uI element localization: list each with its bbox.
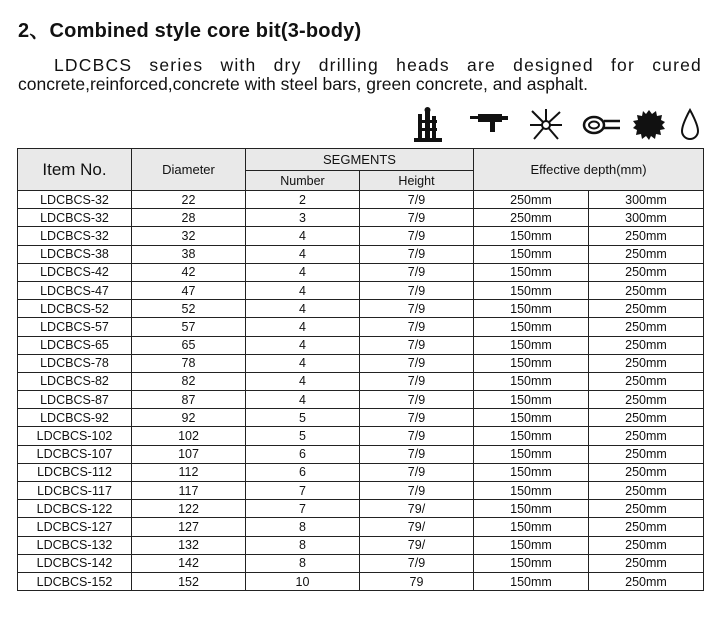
table-row xyxy=(18,227,704,245)
cell-depth-max: 250mm xyxy=(589,554,704,572)
table-row xyxy=(18,518,704,536)
cell-depth-min: 150mm xyxy=(474,372,589,390)
cell-number: 10 xyxy=(246,572,360,590)
table-row xyxy=(18,572,704,590)
cell-number: 3 xyxy=(246,209,360,227)
cell-depth-max: 250mm xyxy=(589,445,704,463)
cell-depth-min: 150mm xyxy=(474,482,589,500)
cell-height: 7/9 xyxy=(360,209,474,227)
cell-height: 7/9 xyxy=(360,427,474,445)
cell-depth-min: 150mm xyxy=(474,318,589,336)
water-drop-icon xyxy=(680,108,700,142)
cell-item-no: LDCBCS-142 xyxy=(18,554,132,572)
cell-item-no: LDCBCS-65 xyxy=(18,336,132,354)
cell-depth-min: 150mm xyxy=(474,518,589,536)
cell-height: 79/ xyxy=(360,500,474,518)
cell-depth-max: 250mm xyxy=(589,463,704,481)
cell-depth-min: 150mm xyxy=(474,336,589,354)
cell-depth-min: 150mm xyxy=(474,536,589,554)
table-row xyxy=(18,463,704,481)
cell-diameter: 52 xyxy=(132,300,246,318)
cell-depth-max: 250mm xyxy=(589,391,704,409)
cell-diameter: 78 xyxy=(132,354,246,372)
cell-height: 7/9 xyxy=(360,300,474,318)
cell-number: 4 xyxy=(246,354,360,372)
cell-depth-min: 150mm xyxy=(474,245,589,263)
cell-depth-max: 250mm xyxy=(589,500,704,518)
cell-number: 6 xyxy=(246,445,360,463)
cell-number: 4 xyxy=(246,336,360,354)
cell-depth-min: 150mm xyxy=(474,427,589,445)
cell-diameter: 28 xyxy=(132,209,246,227)
cell-number: 8 xyxy=(246,554,360,572)
cell-number: 4 xyxy=(246,227,360,245)
cell-height: 7/9 xyxy=(360,354,474,372)
core-drill-icon xyxy=(470,112,510,134)
cell-number: 6 xyxy=(246,463,360,481)
description-line-1: LDCBCS series with dry drilling heads are designed for cured xyxy=(54,55,702,75)
cell-item-no: LDCBCS-107 xyxy=(18,445,132,463)
cell-diameter: 22 xyxy=(132,191,246,209)
cell-depth-min: 150mm xyxy=(474,391,589,409)
cell-depth-max: 300mm xyxy=(589,191,704,209)
cell-height: 7/9 xyxy=(360,409,474,427)
cell-diameter: 42 xyxy=(132,263,246,281)
header-effective-depth: Effective depth(mm) xyxy=(474,149,704,191)
cell-depth-min: 150mm xyxy=(474,500,589,518)
cell-height: 7/9 xyxy=(360,245,474,263)
cell-number: 4 xyxy=(246,263,360,281)
cell-depth-min: 150mm xyxy=(474,445,589,463)
cell-number: 4 xyxy=(246,281,360,299)
cell-item-no: LDCBCS-32 xyxy=(18,191,132,209)
cell-number: 7 xyxy=(246,482,360,500)
cell-depth-max: 250mm xyxy=(589,409,704,427)
table-row xyxy=(18,482,704,500)
cell-diameter: 92 xyxy=(132,409,246,427)
cell-item-no: LDCBCS-127 xyxy=(18,518,132,536)
application-icons xyxy=(0,106,720,146)
cell-item-no: LDCBCS-87 xyxy=(18,391,132,409)
cell-number: 4 xyxy=(246,245,360,263)
table-row xyxy=(18,209,704,227)
cell-height: 7/9 xyxy=(360,391,474,409)
cell-depth-max: 250mm xyxy=(589,518,704,536)
cell-number: 4 xyxy=(246,372,360,390)
cell-item-no: LDCBCS-122 xyxy=(18,500,132,518)
cell-diameter: 117 xyxy=(132,482,246,500)
cell-depth-max: 250mm xyxy=(589,336,704,354)
table-row xyxy=(18,336,704,354)
cell-number: 8 xyxy=(246,518,360,536)
description-line-2: concrete,reinforced,concrete with steel bars, green concrete, and asphalt. xyxy=(18,74,589,94)
specification-table xyxy=(17,148,704,591)
cell-item-no: LDCBCS-32 xyxy=(18,209,132,227)
cell-depth-min: 150mm xyxy=(474,300,589,318)
cell-height: 7/9 xyxy=(360,463,474,481)
sparks-icon xyxy=(528,108,564,142)
cell-height: 7/9 xyxy=(360,227,474,245)
table-row xyxy=(18,318,704,336)
cell-diameter: 82 xyxy=(132,372,246,390)
cell-diameter: 87 xyxy=(132,391,246,409)
drill-rig-icon xyxy=(412,106,444,144)
page-title: 2、Combined style core bit(3-body) xyxy=(18,20,362,42)
table-row xyxy=(18,554,704,572)
table-row xyxy=(18,191,704,209)
cell-depth-max: 250mm xyxy=(589,536,704,554)
cell-item-no: LDCBCS-82 xyxy=(18,372,132,390)
table-row xyxy=(18,354,704,372)
cell-depth-min: 150mm xyxy=(474,463,589,481)
cell-depth-min: 150mm xyxy=(474,572,589,590)
table-row xyxy=(18,445,704,463)
cell-item-no: LDCBCS-92 xyxy=(18,409,132,427)
cell-depth-max: 250mm xyxy=(589,372,704,390)
cell-item-no: LDCBCS-38 xyxy=(18,245,132,263)
cell-item-no: LDCBCS-132 xyxy=(18,536,132,554)
cell-depth-max: 250mm xyxy=(589,245,704,263)
cell-height: 7/9 xyxy=(360,281,474,299)
header-height: Height xyxy=(360,171,474,191)
cell-depth-min: 250mm xyxy=(474,191,589,209)
header-item-no: Item No. xyxy=(18,149,132,191)
cell-height: 7/9 xyxy=(360,445,474,463)
header-segments: SEGMENTS xyxy=(246,149,474,171)
table-row xyxy=(18,536,704,554)
cell-number: 2 xyxy=(246,191,360,209)
cell-depth-max: 250mm xyxy=(589,572,704,590)
cell-depth-min: 250mm xyxy=(474,209,589,227)
rebar-section-icon xyxy=(582,114,622,136)
cell-item-no: LDCBCS-102 xyxy=(18,427,132,445)
table-body xyxy=(18,191,704,591)
cell-item-no: LDCBCS-57 xyxy=(18,318,132,336)
cell-diameter: 132 xyxy=(132,536,246,554)
cell-height: 7/9 xyxy=(360,482,474,500)
header-number: Number xyxy=(246,171,360,191)
table-row xyxy=(18,263,704,281)
table-row xyxy=(18,409,704,427)
cell-item-no: LDCBCS-117 xyxy=(18,482,132,500)
cell-depth-min: 150mm xyxy=(474,554,589,572)
cell-depth-min: 150mm xyxy=(474,409,589,427)
cell-height: 7/9 xyxy=(360,191,474,209)
cell-height: 79 xyxy=(360,572,474,590)
cell-depth-max: 250mm xyxy=(589,263,704,281)
cell-diameter: 112 xyxy=(132,463,246,481)
cell-depth-min: 150mm xyxy=(474,263,589,281)
cell-item-no: LDCBCS-32 xyxy=(18,227,132,245)
cell-diameter: 107 xyxy=(132,445,246,463)
cell-diameter: 122 xyxy=(132,500,246,518)
cell-number: 4 xyxy=(246,391,360,409)
cell-item-no: LDCBCS-112 xyxy=(18,463,132,481)
cell-diameter: 32 xyxy=(132,227,246,245)
cell-height: 7/9 xyxy=(360,318,474,336)
cell-diameter: 152 xyxy=(132,572,246,590)
saw-blade-icon xyxy=(633,109,665,141)
table-row xyxy=(18,245,704,263)
cell-depth-min: 150mm xyxy=(474,281,589,299)
cell-depth-max: 250mm xyxy=(589,354,704,372)
cell-depth-max: 250mm xyxy=(589,281,704,299)
cell-depth-max: 300mm xyxy=(589,209,704,227)
cell-height: 7/9 xyxy=(360,263,474,281)
cell-height: 79/ xyxy=(360,536,474,554)
table-row xyxy=(18,281,704,299)
header-diameter: Diameter xyxy=(132,149,246,191)
cell-height: 7/9 xyxy=(360,336,474,354)
cell-diameter: 57 xyxy=(132,318,246,336)
cell-number: 5 xyxy=(246,409,360,427)
table-row xyxy=(18,391,704,409)
description xyxy=(18,56,702,94)
table-row xyxy=(18,372,704,390)
cell-depth-max: 250mm xyxy=(589,227,704,245)
cell-height: 7/9 xyxy=(360,554,474,572)
cell-depth-max: 250mm xyxy=(589,318,704,336)
table-row xyxy=(18,427,704,445)
cell-number: 7 xyxy=(246,500,360,518)
cell-item-no: LDCBCS-152 xyxy=(18,572,132,590)
cell-number: 4 xyxy=(246,318,360,336)
cell-diameter: 142 xyxy=(132,554,246,572)
cell-number: 8 xyxy=(246,536,360,554)
cell-depth-max: 250mm xyxy=(589,300,704,318)
cell-diameter: 38 xyxy=(132,245,246,263)
cell-number: 4 xyxy=(246,300,360,318)
cell-item-no: LDCBCS-47 xyxy=(18,281,132,299)
cell-depth-max: 250mm xyxy=(589,482,704,500)
cell-item-no: LDCBCS-52 xyxy=(18,300,132,318)
cell-item-no: LDCBCS-78 xyxy=(18,354,132,372)
table-row xyxy=(18,500,704,518)
cell-diameter: 127 xyxy=(132,518,246,536)
cell-diameter: 65 xyxy=(132,336,246,354)
cell-item-no: LDCBCS-42 xyxy=(18,263,132,281)
cell-height: 7/9 xyxy=(360,372,474,390)
cell-depth-min: 150mm xyxy=(474,227,589,245)
cell-height: 79/ xyxy=(360,518,474,536)
cell-number: 5 xyxy=(246,427,360,445)
cell-depth-max: 250mm xyxy=(589,427,704,445)
cell-depth-min: 150mm xyxy=(474,354,589,372)
cell-diameter: 102 xyxy=(132,427,246,445)
table-row xyxy=(18,300,704,318)
cell-diameter: 47 xyxy=(132,281,246,299)
